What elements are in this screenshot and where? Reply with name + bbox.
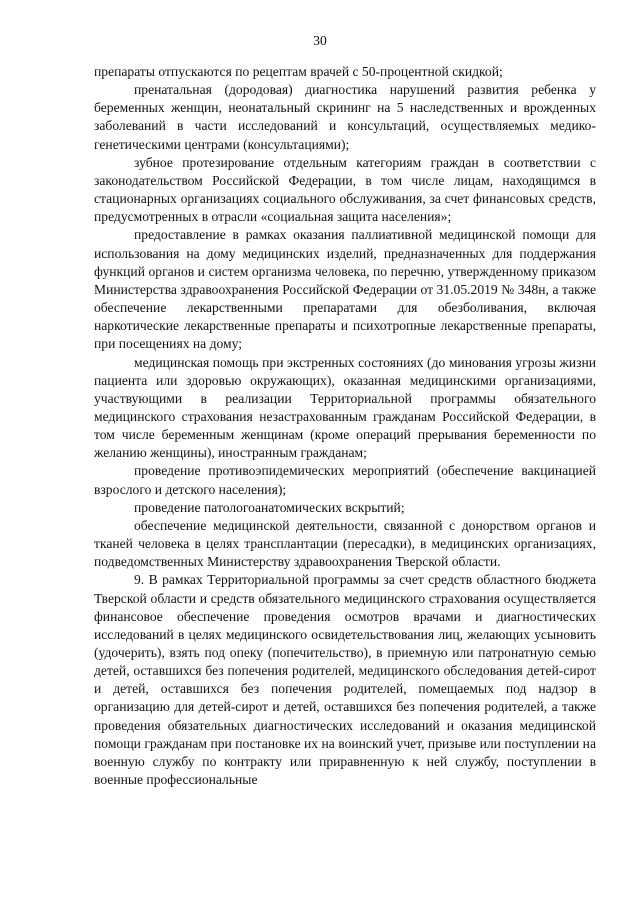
document-body: [94, 63, 596, 789]
paragraph-dental-prosthetics: зубное протезирование отдельным категориям граждан в соответствии с законодательством Российской Федерации, в том числе лицам, находящимся в стационарных организациях социального обслуживания, за счет финансовых средств, предусмотренных в отрасли «социальная защита населения»;: [94, 154, 596, 225]
paragraph-prescriptions-discount: препараты отпускаются по рецептам врачей с 50-процентной скидкой;: [94, 64, 503, 79]
page-number: 30: [313, 33, 327, 48]
paragraph-emergency-care: медицинская помощь при экстренных состояниях (до минования угрозы жизни пациента или здоровью окружающих), оказанная медицинскими организациями, участвующими в реализации Территориальной программы обязательного медицинского страхования незастрахованным гражданам Российской Федерации, в том числе беременным женщинам (кроме операций прерывания беременности по желанию женщины), иностранным гражданам;: [94, 354, 596, 461]
paragraph-section-9: 9. В рамках Территориальной программы за счет средств областного бюджета Тверской области и средств обязательного медицинского страхования осуществляется финансовое обеспечение проведения осмотров врачами и диагностических исследований в целях медицинского освидетельствования лиц, желающих усыновить (удочерить), взять под опеку (попечительство), в приемную или патронатную семью детей, оставшихся без попечения родителей, медицинского обследования детей-сирот и детей, оставшихся без попечения родителей, помещаемых под надзор в организацию для детей-сирот и детей, оставшихся без попечения родителей, а также проведения обязательных диагностических исследований и оказания медицинской помощи гражданам при постановке их на воинский учет, призыве или поступлении на военную службу по контракту или приравненную к ней службу, поступлении в военные профессиональные: [94, 572, 596, 788]
paragraph-organ-donation: обеспечение медицинской деятельности, связанной с донорством органов и тканей человека в целях трансплантации (пересадки), в медицинских организациях, подведомственных Министерству здравоохранения Тверской области.: [94, 517, 596, 570]
paragraph-autopsies: проведение патологоанатомических вскрытий;: [134, 499, 405, 515]
paragraph-prenatal-diagnostics: пренатальная (дородовая) диагностика нарушений развития ребенка у беременных женщин, неонатальный скрининг на 5 наследственных и врожденных заболеваний в части исследований и консультаций, осуществляемых медико-генетическими центрами (консультациями);: [94, 82, 596, 152]
paragraph-anti-epidemic-measures: проведение противоэпидемических мероприятий (обеспечение вакцинацией взрослого и детского населения);: [94, 463, 596, 497]
paragraph-palliative-care: предоставление в рамках оказания паллиативной медицинской помощи для использования на дому медицинских изделий, предназначенных для поддержания функций органов и систем организма человека, по перечню, утвержденному приказом Министерства здравоохранения Российской Федерации от 31.05.2019 № 348н, а также обеспечение лекарственными препаратами для обезболивания, включая наркотические лекарственные препараты и психотропные лекарственные препараты, при посещениях на дому;: [94, 227, 596, 352]
